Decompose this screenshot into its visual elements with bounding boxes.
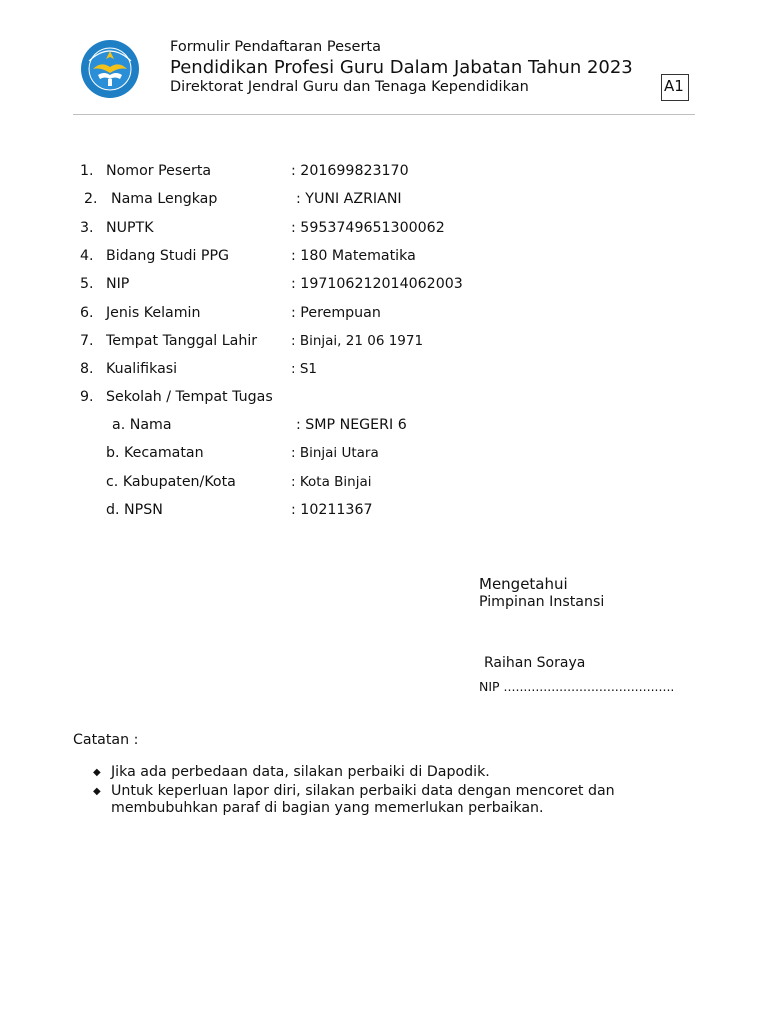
field-number: 7. (80, 333, 94, 349)
school-value: : 10211367 (291, 502, 373, 518)
school-row-kecamatan (0, 443, 768, 463)
field-number: 8. (80, 361, 94, 377)
tut-wuri-handayani-logo (79, 39, 141, 99)
field-number: 9. (80, 389, 94, 405)
school-value: : SMP NEGERI 6 (296, 417, 407, 433)
field-row-nama-lengkap (0, 189, 768, 209)
school-label: a. Nama (112, 417, 172, 433)
school-label: c. Kabupaten/Kota (106, 474, 236, 490)
field-row-nuptk (0, 218, 768, 238)
field-value: : Perempuan (291, 305, 381, 321)
field-value: : 5953749651300062 (291, 220, 445, 236)
form-subtitle: Formulir Pendaftaran Peserta (170, 39, 381, 55)
field-label: Bidang Studi PPG (106, 248, 230, 264)
school-row-kabupaten (0, 472, 768, 492)
field-number: 4. (80, 248, 94, 264)
field-number: 5. (80, 276, 94, 292)
school-row-npsn (0, 500, 768, 520)
signature-title: Mengetahui (479, 575, 568, 593)
field-label: Tempat Tanggal Lahir (106, 333, 258, 349)
school-row-nama (0, 415, 768, 435)
field-number: 6. (80, 305, 94, 321)
emblem-icon (79, 39, 141, 99)
field-row-nomor-peserta (0, 161, 768, 181)
field-label: Sekolah / Tempat Tugas (106, 389, 273, 405)
school-label: b. Kecamatan (106, 445, 204, 461)
field-label: Jenis Kelamin (106, 305, 201, 321)
field-value: : Binjai, 21 06 1971 (291, 333, 424, 349)
field-value: : 197106212014062003 (291, 276, 463, 292)
note-text: Untuk keperluan lapor diri, silakan perbaiki data dengan mencoret dan membubuhkan paraf di bagian yang memerlukan perbaikan. (111, 783, 615, 816)
notes-title: Catatan : (73, 732, 139, 748)
field-value: : S1 (291, 361, 317, 377)
field-number: 1. (80, 163, 94, 179)
school-label: d. NPSN (106, 502, 163, 518)
field-row-bidang-studi (0, 246, 768, 266)
signature-org: Pimpinan Instansi (479, 594, 605, 610)
form-title: Pendidikan Profesi Guru Dalam Jabatan Tahun 2023 (170, 57, 633, 78)
header-divider (73, 114, 695, 115)
field-number: 2. (84, 191, 98, 207)
school-value: : Binjai Utara (291, 445, 379, 461)
field-label: Nama Lengkap (111, 191, 218, 207)
field-row-tempat-tanggal-lahir (0, 331, 768, 351)
field-number: 3. (80, 220, 94, 236)
form-code-box: A1 (661, 74, 689, 101)
field-label: Kualifikasi (106, 361, 178, 377)
school-value: : Kota Binjai (291, 474, 372, 490)
directorate-name: Direktorat Jendral Guru dan Tenaga Kependidikan (170, 79, 529, 95)
field-label: NIP (106, 276, 130, 292)
signature-nip: NIP ........................................... (479, 679, 675, 694)
signature-name: Raihan Soraya (484, 655, 586, 671)
field-row-nip (0, 274, 768, 294)
field-label: NUPTK (106, 220, 154, 236)
bullet-icon: ◆ (93, 786, 101, 797)
bullet-icon: ◆ (93, 767, 101, 778)
field-row-sekolah (0, 387, 768, 407)
field-value: : 180 Matematika (291, 248, 416, 264)
field-value: : 201699823170 (291, 163, 409, 179)
field-row-jenis-kelamin (0, 303, 768, 323)
field-value: : YUNI AZRIANI (296, 191, 402, 207)
field-label: Nomor Peserta (106, 163, 212, 179)
field-row-kualifikasi (0, 359, 768, 379)
note-text: Jika ada perbedaan data, silakan perbaiki di Dapodik. (111, 764, 490, 780)
